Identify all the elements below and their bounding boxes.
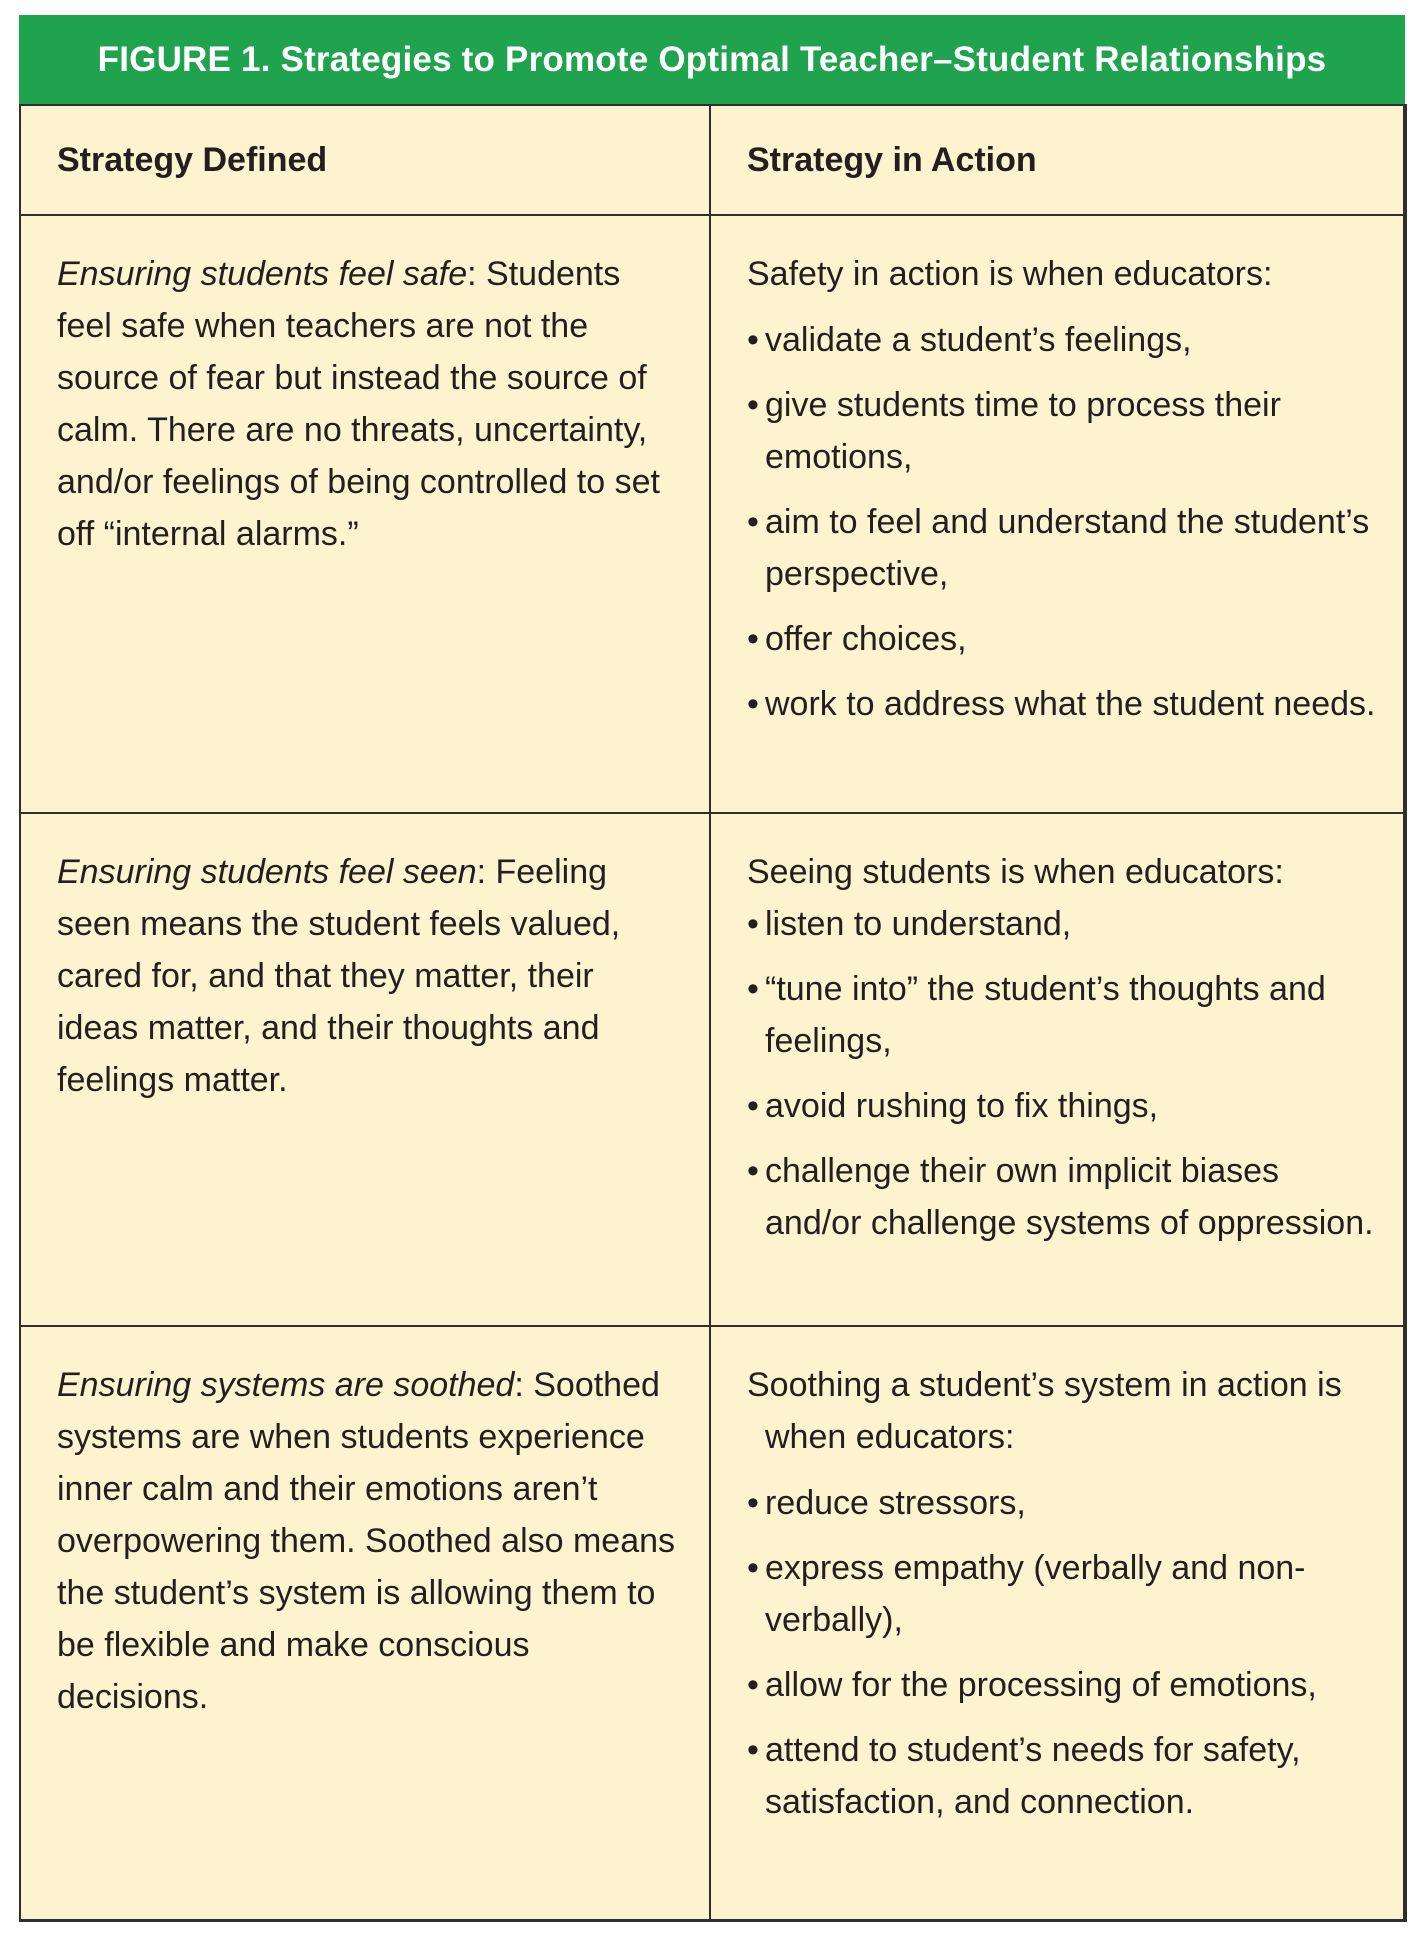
action-cell: [710, 215, 1406, 813]
bullet-icon: •: [747, 1666, 759, 1704]
action-list: [747, 898, 1381, 1249]
table-row-safe: [20, 215, 1406, 813]
definition-cell: [20, 215, 710, 813]
list-item: • aim to feel and understand the student’s perspective,: [747, 496, 1381, 600]
strategy-term: Ensuring students feel seen: [57, 853, 477, 891]
definition-cell: [20, 1326, 710, 1921]
figure-title: FIGURE 1. Strategies to Promote Optimal Teacher–Student Relationships: [97, 39, 1327, 79]
list-item: • challenge their own implicit biases and/or challenge systems of oppression.: [747, 1145, 1381, 1249]
bullet-icon: •: [747, 685, 759, 723]
bullet-icon: •: [747, 1152, 759, 1190]
action-cell: [710, 1326, 1406, 1921]
action-cell: [710, 813, 1406, 1326]
list-item: • offer choices,: [747, 613, 1381, 665]
table-row-seen: [20, 813, 1406, 1326]
bullet-icon: •: [747, 970, 759, 1008]
bullet-icon: •: [747, 386, 759, 424]
strategy-definition: : Feeling seen means the student feels valued, cared for, and that they matter, their ideas matter, and their thoughts and feelings matter.: [57, 853, 621, 1099]
list-item: • allow for the processing of emotions,: [747, 1659, 1381, 1711]
strategy-definition: : Soothed systems are when students experience inner calm and their emotions aren’t overpowering them. Soothed also means the student’s system is allowing them to be flexible and make conscious decisions.: [57, 1366, 676, 1716]
table-header-row: [20, 105, 1406, 215]
list-item: • “tune into” the student’s thoughts and feelings,: [747, 963, 1381, 1067]
bullet-icon: •: [747, 1731, 759, 1769]
list-item: • validate a student’s feelings,: [747, 314, 1381, 366]
definition-cell: [20, 813, 710, 1326]
list-item: • work to address what the student needs.: [747, 678, 1381, 730]
action-intro: Seeing students is when educators:: [747, 853, 1284, 891]
bullet-icon: •: [747, 905, 759, 943]
bullet-icon: •: [747, 1484, 759, 1522]
action-list: [747, 314, 1381, 730]
bullet-icon: •: [747, 620, 759, 658]
figure-panel: [19, 15, 1405, 1921]
strategies-table: [19, 104, 1407, 1922]
figure-title-bar: [19, 15, 1405, 104]
action-intro: Safety in action is when educators:: [747, 255, 1273, 293]
list-item: • express empathy (verbally and non-verbally),: [747, 1542, 1381, 1646]
action-list: [747, 1477, 1381, 1828]
list-item: • attend to student’s needs for safety, satisfaction, and connection.: [747, 1724, 1381, 1828]
list-item: • reduce stressors,: [747, 1477, 1381, 1529]
bullet-icon: •: [747, 321, 759, 359]
strategy-term: Ensuring systems are soothed: [57, 1366, 515, 1404]
table-row-soothed: [20, 1326, 1406, 1921]
bullet-icon: •: [747, 503, 759, 541]
bullet-icon: •: [747, 1549, 759, 1587]
list-item: • give students time to process their emotions,: [747, 379, 1381, 483]
list-item: • avoid rushing to fix things,: [747, 1080, 1381, 1132]
strategy-term: Ensuring students feel safe: [57, 255, 468, 293]
column-header-strategy-defined: Strategy Defined: [20, 105, 710, 215]
bullet-icon: •: [747, 1087, 759, 1125]
column-header-strategy-in-action: Strategy in Action: [710, 105, 1406, 215]
action-intro: Soothing a student’s system in action is when educators:: [747, 1366, 1342, 1456]
list-item: • listen to understand,: [747, 898, 1381, 950]
strategy-definition: : Students feel safe when teachers are not the source of fear but instead the source of calm. There are no threats, uncertainty, and/or feelings of being controlled to set off “internal alarms.”: [57, 255, 660, 553]
